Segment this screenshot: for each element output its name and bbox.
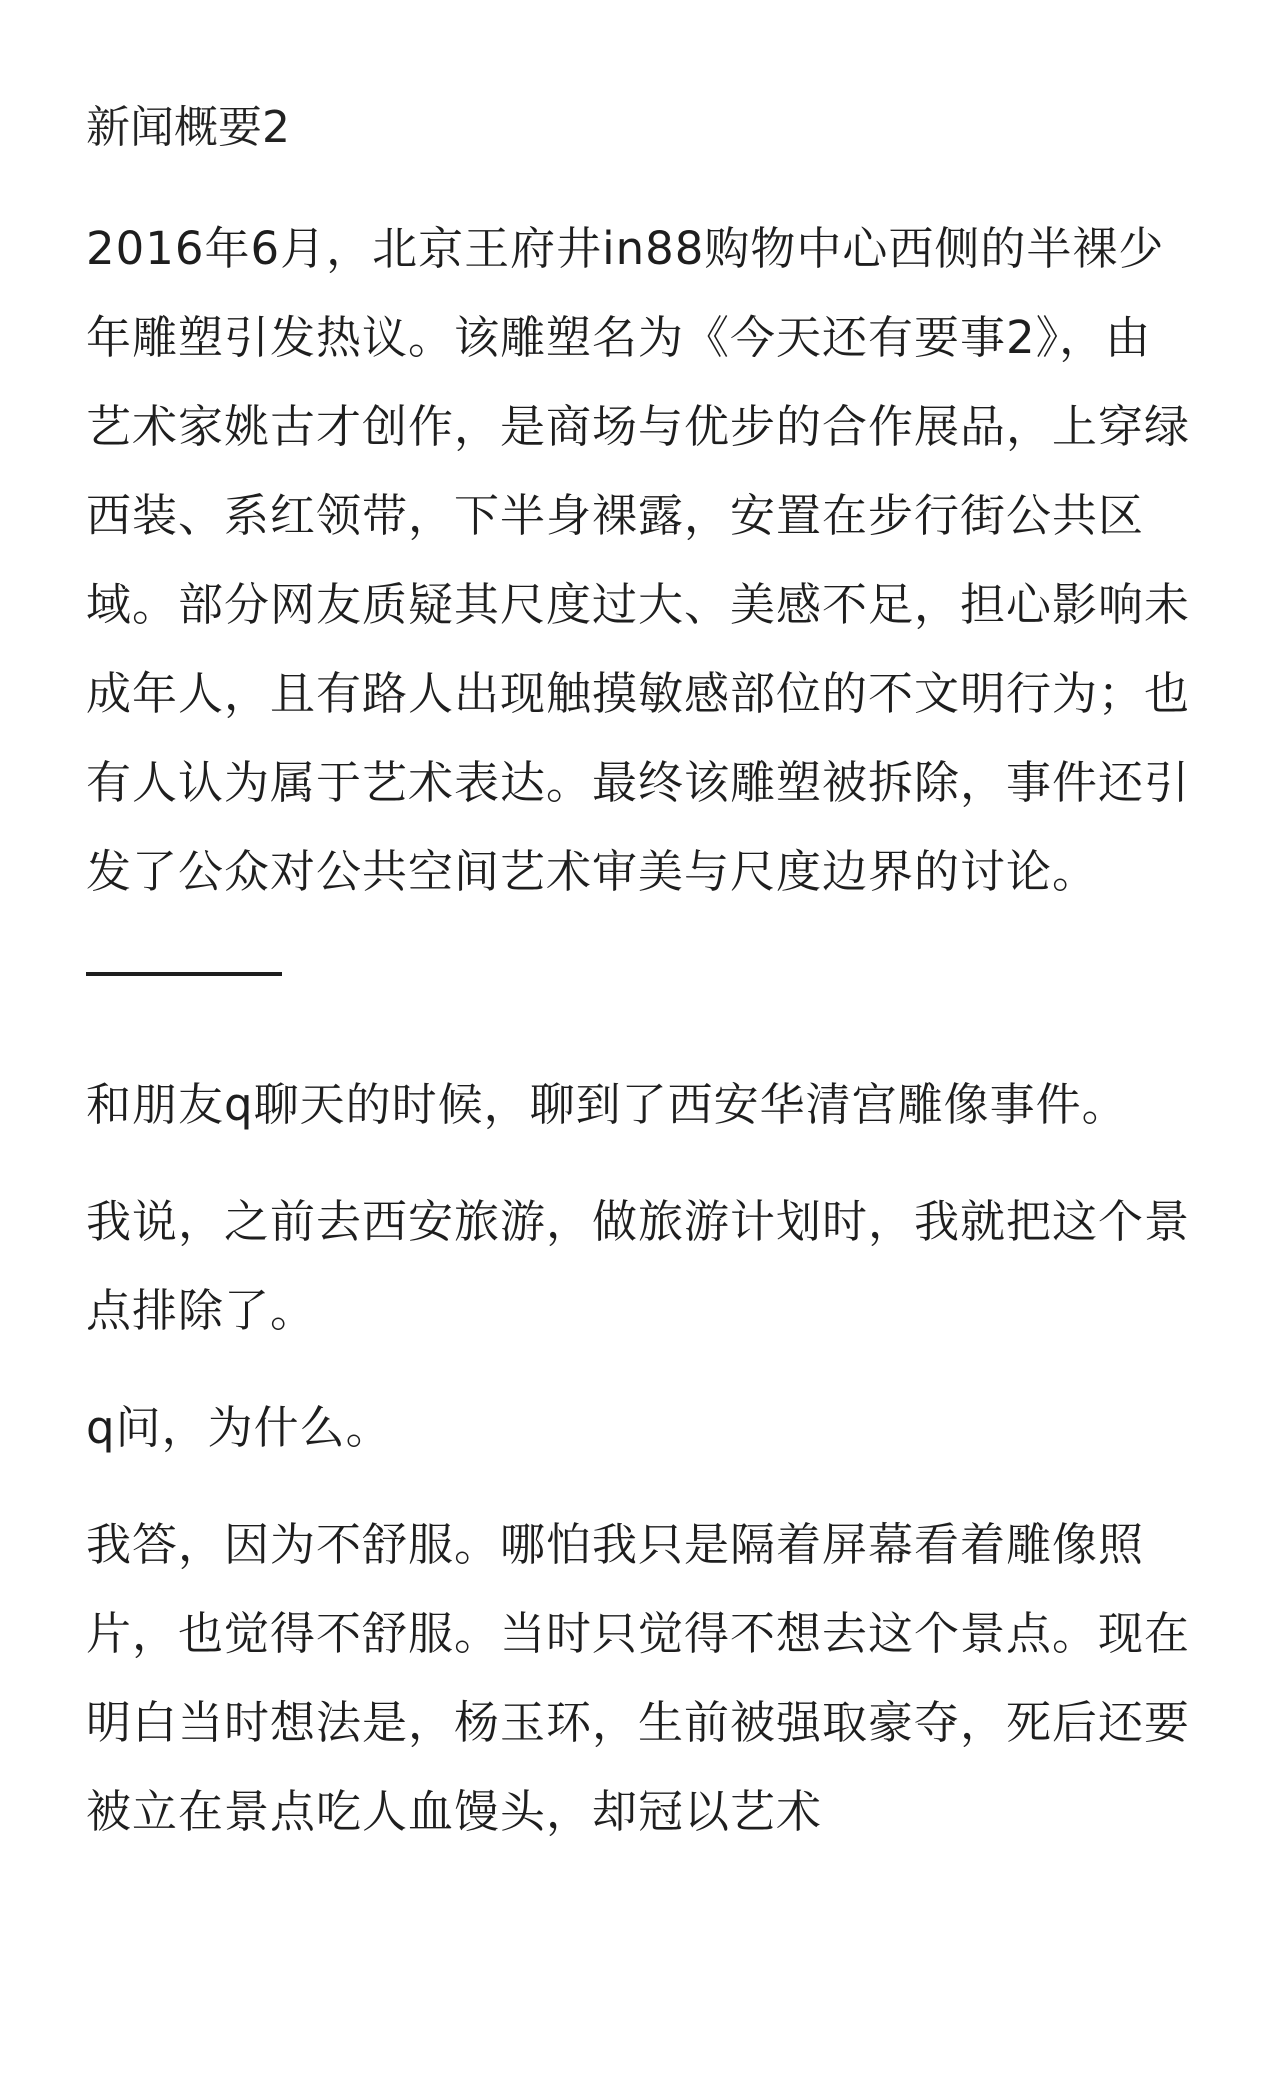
news-summary-paragraph: 2016年6月，北京王府井in88购物中心西侧的半裸少年雕塑引发热议。该雕塑名为《今天还有要事2》，由艺术家姚古才创作，是商场与优步的合作展品，上穿绿西装、系红领带，下半身裸露，安置在步行街公共区域。部分网友质疑其尺度过大、美感不足，担心影响未成年人，且有路人出现触摸敏感部位的不文明行为；也有人认为属于艺术表达。最终该雕塑被拆除，事件还引发了公众对公共空间艺术审美与尺度边界的讨论。 — [86, 222, 1191, 898]
article-heading: 新闻概要2 — [86, 102, 290, 153]
story-paragraph-4: 我答，因为不舒服。哪怕我只是隔着屏幕看着雕像照片，也觉得不舒服。当时只觉得不想去这个景点。现在明白当时想法是，杨玉环，生前被强取豪夺，死后还要被立在景点吃人血馒头，却冠以艺术 — [86, 1518, 1191, 1838]
story-paragraph-3: q问，为什么。 — [86, 1401, 392, 1454]
story-paragraph-2: 我说，之前去西安旅游，做旅游计划时，我就把这个景点排除了。 — [86, 1195, 1191, 1337]
section-divider — [86, 972, 282, 976]
article-body — [86, 92, 1196, 1884]
story-paragraph-1: 和朋友q聊天的时候，聊到了西安华清宫雕像事件。 — [86, 1078, 1128, 1131]
